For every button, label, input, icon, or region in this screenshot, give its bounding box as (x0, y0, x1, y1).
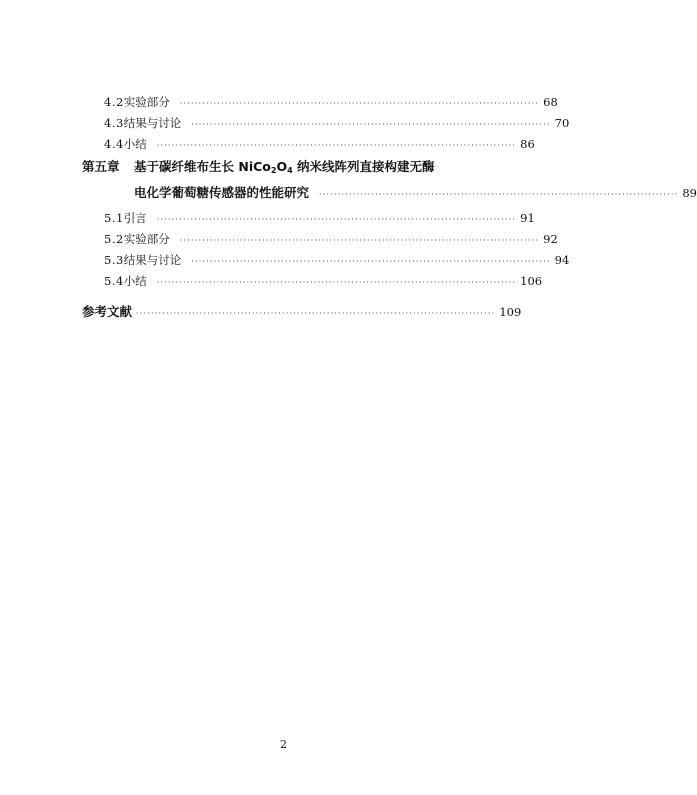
references-title: 参考文献 (82, 304, 133, 319)
toc-entry-5-3[interactable] (104, 253, 570, 269)
section-number: 5.2 (104, 232, 124, 246)
chapter-label: 第五章 (82, 159, 120, 174)
footer-page-number: 2 (280, 738, 287, 751)
section-title: 实验部分 (123, 232, 170, 246)
leader-dots: ································································································ (179, 236, 540, 245)
toc-chapter-5-line2[interactable] (134, 185, 697, 202)
section-number: 4.3 (104, 116, 124, 130)
page-number: 109 (499, 305, 522, 319)
page-number: 68 (543, 95, 558, 109)
chapter-title-line1 (134, 160, 435, 174)
leader-dots: ································································································ (191, 120, 551, 129)
leader-dots: ································································································ (156, 141, 517, 150)
section-title: 结果与讨论 (123, 116, 182, 130)
subscript: 2 (270, 166, 277, 175)
page-number: 94 (554, 253, 570, 267)
leader-dots: ································································································ (136, 309, 496, 318)
toc-entry-5-1[interactable] (104, 211, 535, 227)
chapter-title-line2: 电化学葡萄糖传感器的性能研究 (134, 185, 310, 200)
toc-entry-4-2[interactable] (104, 95, 558, 111)
section-number: 5.4 (104, 274, 124, 288)
section-number: 4.2 (104, 95, 124, 109)
leader-dots: ································································································ (179, 99, 540, 108)
subscript: 4 (287, 166, 293, 175)
page-number: 106 (520, 274, 543, 288)
chapter-title-part: 纳米线阵列直接构建无酶 (292, 159, 435, 174)
leader-dots: ································································································ (156, 215, 517, 224)
section-number: 5.1 (104, 211, 124, 225)
section-title: 小结 (123, 137, 147, 151)
page-number: 70 (554, 116, 570, 130)
page-number: 86 (520, 137, 535, 151)
chapter-title-part: 基于碳纤维布生长 NiCo (134, 159, 271, 174)
section-title: 小结 (123, 274, 147, 288)
leader-dots: ································································································ (156, 278, 517, 287)
section-title: 结果与讨论 (123, 253, 182, 267)
section-title: 引言 (123, 211, 147, 225)
section-title: 实验部分 (123, 95, 170, 109)
toc-entry-4-4[interactable] (104, 137, 535, 153)
chapter-title-part: O (276, 159, 288, 174)
section-number: 5.3 (104, 253, 124, 267)
leader-dots: ································································································ (191, 257, 551, 266)
toc-entry-5-2[interactable] (104, 232, 558, 248)
page-number: 91 (520, 211, 535, 225)
toc-chapter-5-line1[interactable] (82, 160, 487, 174)
section-number: 4.4 (104, 137, 124, 151)
toc-references[interactable] (82, 304, 522, 321)
toc-entry-5-4[interactable] (104, 274, 543, 290)
page-number: 89 (682, 186, 697, 200)
page-number: 92 (543, 232, 558, 246)
leader-dots: ································································································ (319, 190, 679, 199)
toc-entry-4-3[interactable] (104, 116, 570, 132)
